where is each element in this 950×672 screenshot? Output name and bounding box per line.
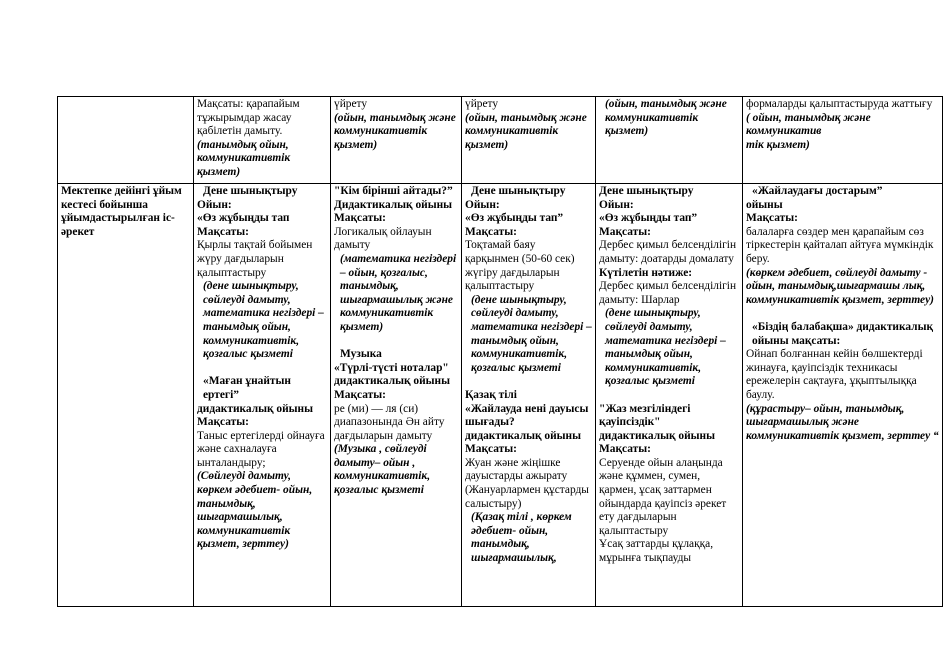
cell-tuesday (331, 97, 462, 184)
cell-monday (194, 97, 331, 184)
subject-heading: Қазақ тілі (465, 388, 517, 401)
subject-heading: Дене шынықтыру (599, 185, 694, 197)
game-title: «Өз жұбыңды тап” (599, 212, 698, 225)
activity-type-note: (ойын, танымдық және коммуникативтік қызмет) (334, 111, 456, 151)
activity-type-note: (Сөйлеуді дамыту, көркем әдебиет- ойын, танымдық, шығармашылық, коммуникативтік қызмет, зерттеу) (197, 470, 313, 551)
goal-text: балаларға сөздер мен қарапайым сөз тіркестерін қайталап айтуға мүмкіндік беру. (746, 225, 934, 265)
goal-text: үйрету (465, 98, 499, 110)
cell-monday (194, 184, 331, 607)
subject-heading: Дене шынықтыру (471, 185, 566, 197)
goal-text: Логикалық ойлауын дамыту (334, 225, 432, 252)
expected-result-label: Күтілетін нәтиже: (599, 266, 693, 279)
goal-label: Мақсаты: (334, 212, 386, 225)
game-label: Ойын: (599, 198, 634, 211)
goal-label: Мақсаты: (599, 225, 651, 238)
game-title: "Кім бірінші айтады?” (334, 185, 453, 197)
game-label: Ойын: (197, 198, 232, 211)
game-title: «Түрлі-түсті ноталар" дидактикалық ойыны (334, 361, 450, 388)
game-title: «Өз жұбыңды тап” (465, 212, 564, 225)
cell-tuesday (331, 184, 462, 607)
goal-text: Ұсақ заттарды құлаққа, мұрынға тықпауды (599, 538, 714, 565)
game-title: «Жайлауда нені дауысы шығады? (465, 402, 589, 429)
game-type: ойыны (746, 198, 783, 211)
goal-label: Мақсаты: (197, 416, 249, 429)
activity-type-note: (дене шынықтыру, сөйлеуді дамыту, математика негіздері – танымдық ойын, коммуникативтік, қозғалыс қызметі (605, 307, 726, 388)
goal-text: Қырлы тақтай бойымен жүру дағдыларын қалыптастыру (197, 239, 313, 279)
goal-label: Мақсаты: (197, 225, 249, 238)
activity-type-note: (ойын, танымдық және коммуникативтік қызмет) (605, 98, 727, 138)
game-label: Ойын: (465, 198, 500, 211)
table-row (58, 184, 943, 607)
goal-text: үйрету (334, 98, 368, 110)
activity-type-note-cont: тік қызмет) (746, 138, 810, 151)
goal-text: Дербес қимыл белсенділігін дамыту: доатарды домалату (599, 239, 737, 265)
cell-wednesday (462, 97, 596, 184)
game-type: Дидактикалық ойыны (334, 198, 453, 211)
goal-label: Мақсаты: (599, 443, 651, 456)
activity-type-note: (көркем әдебиет, сөйлеуді дамыту - ойын, танымдық,шығармашы лық, коммуникативтік қызмет, зерттеу) (746, 266, 934, 306)
activity-type-note: (дене шынықтыру, сөйлеуді дамыту, математика негіздері – танымдық ойын, коммуникативтік, қозғалыс қызметі (471, 293, 592, 374)
goal-text: Тоқтамай баяу қарқынмен (50-60 сек) жүгіру дағдыларын қалыптастыру (465, 239, 575, 293)
activity-type-note: (құрастыру– ойын, танымдық, шығармашылық және коммуникативтік қызмет, зерттеу “ (746, 402, 939, 442)
row-label-cell (58, 97, 194, 184)
goal-label: Мақсаты: (334, 388, 386, 401)
goal-text: Жуан және жіңішке дауыстарды ажырату (Жануарлармен құстарды салыстыру) (465, 456, 589, 510)
goal-text: формаларды қалыптастыруда жаттығу (746, 98, 933, 110)
goal-label: Мақсаты: (465, 443, 517, 456)
goal-text: ре (ми) — ля (си) диапазонында Ән айту дағдыларын дамыту (334, 402, 445, 442)
game-type: дидактикалық ойыны (465, 429, 581, 442)
goal-text: Дербес қимыл белсенділігін дамыту: Шарлар (599, 280, 737, 306)
game-title: "Жаз мезгіліндегі қауіпсіздік" дидактикалық ойыны (599, 402, 715, 442)
subject-heading: Дене шынықтыру (203, 185, 298, 197)
row-label-cell: Мектепке дейінгі ұйым кестесі бойынша ұйымдастырылған іс-әрекет (58, 184, 194, 607)
goal-text: Таныс ертегілерді ойнауға және сахналауға ынталандыру; (197, 429, 325, 469)
goal-label: Мақсаты: (465, 225, 517, 238)
subject-heading: Музыка (340, 348, 382, 361)
game-title: «Өз жұбыңды тап (197, 212, 290, 225)
activity-type-note: (дене шынықтыру, сөйлеуді дамыту, математика негіздері – танымдық ойын, коммуникативтік, қозғалыс қызметі (203, 280, 324, 361)
cell-friday (743, 97, 943, 184)
goal-text: Серуенде ойын алаңында және құммен, сумен, қармен, ұсақ заттармен ойындарда қауіпсіз әрекет ету дағдыларын қалыптастыру (599, 456, 727, 537)
goal-label: Мақсаты: (746, 212, 798, 225)
game-type: дидактикалық ойыны (197, 402, 313, 415)
activity-type-note: (Қазақ тілі , көркем әдебиет- ойын, танымдық, шығармашылық, (471, 511, 572, 565)
game-title: «Маған ұнайтын ертегі” (203, 375, 291, 401)
activity-type-note: (математика негіздері – ойын, қозғалыс, танымдық, шығармашылық және коммуникативтік қызмет) (340, 252, 457, 333)
game-title: «Біздің балабақша» дидактикалық ойыны мақсаты: (752, 320, 934, 347)
activity-type-note: ( ойын, танымдық және коммуникатив (746, 111, 871, 138)
activity-type-note: (танымдық ойын, коммуникативтік қызмет) (197, 138, 291, 178)
activity-type-note: (Музыка , сөйлеуді дамыту– ойын , коммуникативтік, қозғалыс қызметі (334, 443, 431, 497)
goal-text: Мақсаты: қарапайым тұжырымдар жасау қабілетін дамыту. (197, 98, 300, 138)
cell-friday (743, 184, 943, 607)
cell-wednesday (462, 184, 596, 607)
table-row (58, 97, 943, 184)
game-title: «Жайлаудағы достарым” (752, 185, 883, 197)
cell-thursday (596, 97, 743, 184)
activity-table (57, 96, 943, 607)
activity-type-note: (ойын, танымдық және коммуникативтік қызмет) (465, 111, 587, 151)
goal-text: Ойнап болғаннан кейін бөлшектерді жинауға, қауіпсіздік техникасы ережелерін сақтауға, ұқыптылыққа баулу. (746, 348, 923, 401)
cell-thursday (596, 184, 743, 607)
